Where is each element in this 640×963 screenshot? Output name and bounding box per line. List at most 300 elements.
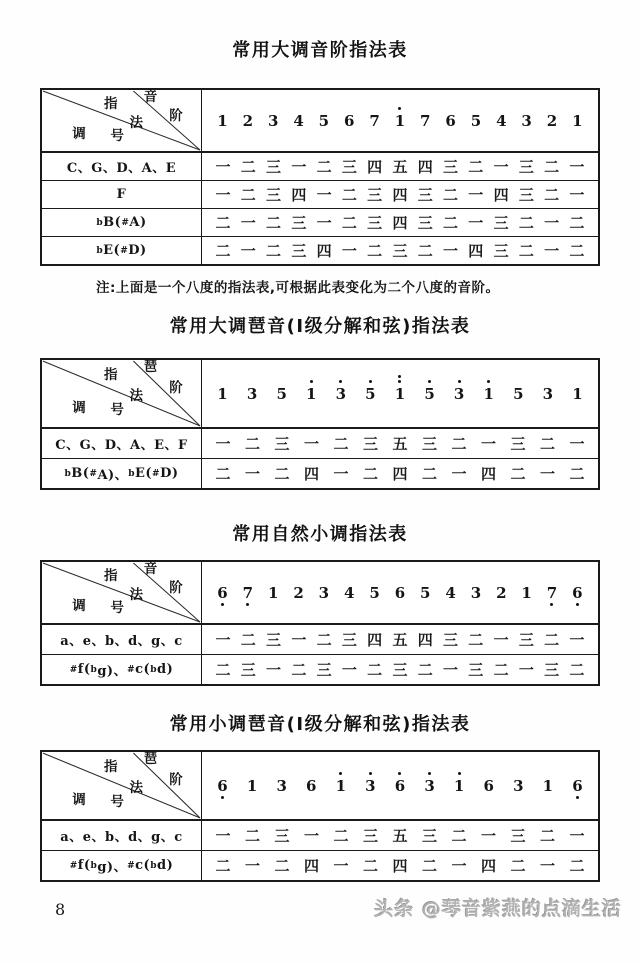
finger-numeral: 四: [316, 242, 332, 260]
finger-numeral: 二: [240, 158, 256, 176]
corner-cell: [42, 90, 202, 151]
finger-numeral: 三: [518, 158, 534, 176]
octave-dot: [398, 380, 401, 383]
scale-degree: 5: [420, 583, 431, 602]
finger-numeral: 三: [421, 435, 437, 453]
key-text: d): [157, 858, 174, 873]
finger-numeral: 三: [266, 631, 282, 649]
scale-degree-row: [202, 90, 598, 151]
table-row: [42, 850, 598, 880]
finger-numeral: 三: [417, 186, 433, 204]
finger-numeral: 一: [215, 827, 231, 845]
finger-numeral: 一: [316, 186, 332, 204]
finger-numeral: 一: [493, 158, 509, 176]
corner-label-top: 音: [143, 89, 158, 106]
scale-degree-row: [202, 562, 598, 623]
scale-degree: 6: [570, 777, 585, 795]
scale-degree: 4: [293, 111, 304, 130]
finger-numeral: 三: [392, 242, 408, 260]
corner-label-bottom: 调: [72, 597, 86, 614]
key-signature-label: b B( # A)、 b E( # D): [42, 459, 202, 488]
octave-dot: [458, 380, 461, 383]
scale-degree: 3: [363, 777, 378, 795]
table-title-major-arpeggio: 常用大调琶音(Ⅰ级分解和弦)指法表: [169, 316, 471, 337]
watermark: 头条 @琴音紫燕的点滴生活: [374, 898, 622, 920]
table-row: [42, 654, 598, 684]
finger-numeral: 二: [451, 827, 467, 845]
finger-numeral: 一: [518, 661, 534, 679]
fingering-row: [202, 821, 598, 850]
key-signature-label: [42, 821, 202, 850]
finger-numeral: 一: [539, 465, 555, 483]
fingering-row: [202, 209, 598, 236]
finger-numeral: 二: [316, 158, 332, 176]
finger-numeral: 二: [362, 857, 378, 875]
scale-degree: 3: [470, 583, 482, 602]
finger-numeral: 三: [367, 186, 383, 204]
corner-label-bottom: 调: [72, 125, 86, 142]
corner-label-mid: 指: [104, 95, 118, 112]
octave-dot: [576, 603, 579, 606]
scale-degree: 1: [267, 583, 279, 602]
finger-numeral: 三: [274, 827, 290, 845]
finger-numeral: 二: [316, 631, 332, 649]
finger-numeral: 一: [493, 631, 509, 649]
finger-numeral: 一: [569, 158, 585, 176]
key-text: a、e、b、d、g、c: [60, 634, 183, 649]
corner-label-mid: 指: [104, 567, 118, 584]
scale-degree: 1: [572, 111, 583, 130]
finger-numeral: 三: [367, 214, 383, 232]
scale-degree: 6: [215, 584, 230, 602]
table-header-row: [42, 562, 598, 624]
finger-numeral: 三: [518, 631, 534, 649]
finger-numeral: 一: [341, 661, 357, 679]
key-signature-label: [42, 153, 202, 180]
finger-numeral: 三: [362, 435, 378, 453]
octave-dot: [398, 107, 401, 110]
finger-numeral: 一: [468, 186, 484, 204]
note-text: 注:上面是一个八度的指法表,可根据此表变化为二个八度的音阶。: [96, 280, 500, 296]
finger-numeral: 一: [291, 158, 307, 176]
finger-numeral: 一: [244, 857, 260, 875]
key-text: D): [128, 243, 147, 258]
key-text: A)、: [97, 468, 129, 483]
finger-numeral: 二: [421, 465, 437, 483]
finger-numeral: 一: [240, 242, 256, 260]
key-text: E(: [103, 243, 121, 258]
scale-degree: 1: [246, 776, 258, 795]
corner-label-bottom: 号: [110, 599, 124, 616]
octave-dot: [487, 380, 490, 383]
finger-numeral: 三: [510, 827, 526, 845]
octave-dot: [339, 772, 342, 775]
finger-numeral: 二: [367, 661, 383, 679]
finger-numeral: 二: [367, 242, 383, 260]
finger-numeral: 一: [215, 435, 231, 453]
table-row: [42, 624, 598, 654]
finger-numeral: 三: [362, 827, 378, 845]
finger-numeral: 二: [215, 857, 231, 875]
finger-numeral: 四: [493, 186, 509, 204]
table-row: [42, 208, 598, 236]
scale-degree: 6: [445, 111, 456, 130]
scale-degree: 7: [240, 584, 255, 602]
scale-degree: 4: [445, 583, 456, 602]
finger-numeral: 二: [539, 435, 555, 453]
table-row: [42, 180, 598, 208]
corner-label-mid: 指: [104, 758, 118, 775]
finger-numeral: 二: [544, 158, 560, 176]
octave-dot: [221, 603, 224, 606]
finger-numeral: 四: [392, 214, 408, 232]
finger-numeral: 二: [569, 214, 585, 232]
finger-numeral: 五: [392, 827, 408, 845]
key-text: A): [129, 215, 147, 230]
scale-degree: 1: [333, 777, 348, 795]
finger-numeral: 四: [417, 631, 433, 649]
finger-numeral: 二: [215, 214, 231, 232]
key-signature-label: [42, 429, 202, 458]
scale-degree: 3: [521, 111, 532, 130]
fingering-row: [202, 851, 598, 880]
finger-numeral: 四: [303, 857, 319, 875]
finger-numeral: 二: [443, 186, 459, 204]
major-arpeggio-fingering-table: [40, 358, 600, 490]
scale-degree: 6: [392, 777, 407, 795]
scale-degree: 3: [246, 384, 258, 403]
table-header-row: [42, 360, 598, 428]
finger-numeral: 三: [291, 242, 307, 260]
octave-dot: [428, 772, 431, 775]
finger-numeral: 二: [544, 186, 560, 204]
finger-numeral: 一: [303, 827, 319, 845]
scale-degree: 4: [496, 111, 507, 130]
finger-numeral: 三: [493, 214, 509, 232]
finger-numeral: 二: [451, 435, 467, 453]
finger-numeral: 一: [303, 435, 319, 453]
scale-degree: 6: [483, 776, 494, 795]
finger-numeral: 四: [303, 465, 319, 483]
fingering-row: [202, 655, 598, 684]
fingering-row: [202, 153, 598, 180]
finger-numeral: 一: [544, 214, 560, 232]
finger-numeral: 三: [417, 214, 433, 232]
corner-cell: [42, 752, 202, 819]
corner-label-top: 阶: [169, 380, 183, 397]
table-header-row: [42, 752, 598, 820]
scale-degree: 3: [542, 384, 554, 403]
finger-numeral: 一: [569, 827, 585, 845]
finger-numeral: 二: [341, 186, 357, 204]
finger-numeral: 三: [544, 661, 560, 679]
key-text: f(: [77, 858, 91, 873]
finger-numeral: 三: [274, 435, 290, 453]
finger-numeral: 一: [569, 631, 585, 649]
scale-degree: 6: [570, 584, 585, 602]
finger-numeral: 一: [333, 465, 349, 483]
octave-dot: [458, 772, 461, 775]
finger-numeral: 二: [266, 242, 282, 260]
scale-degree: 3: [318, 583, 330, 602]
corner-label-bottom: 调: [72, 399, 86, 416]
finger-numeral: 二: [215, 661, 231, 679]
finger-numeral: 一: [443, 242, 459, 260]
scale-degree: 6: [344, 111, 355, 130]
finger-numeral: 三: [392, 661, 408, 679]
finger-numeral: 一: [244, 465, 260, 483]
finger-numeral: 二: [569, 661, 585, 679]
fingering-row: [202, 625, 598, 654]
scale-degree: 3: [333, 385, 348, 403]
finger-numeral: 二: [468, 631, 484, 649]
fingering-row: [202, 459, 598, 488]
octave-dot: [246, 603, 249, 606]
corner-label-bottom: 号: [110, 793, 124, 810]
scale-degree-row: [202, 752, 598, 819]
scale-degree: 1: [481, 385, 496, 403]
finger-numeral: 三: [316, 661, 332, 679]
key-text: B(: [71, 466, 90, 481]
fingering-row: [202, 237, 598, 264]
scale-degree: 1: [542, 776, 554, 795]
scale-degree: 1: [217, 111, 228, 130]
corner-label-mid: 指: [104, 366, 118, 383]
finger-numeral: 三: [240, 661, 256, 679]
octave-dot: [550, 603, 553, 606]
finger-numeral: 四: [480, 465, 496, 483]
finger-numeral: 二: [240, 631, 256, 649]
key-text: g)、: [97, 664, 128, 679]
table-title-natural-minor: 常用自然小调指法表: [232, 524, 408, 545]
scale-degree: 3: [422, 777, 437, 795]
natural-minor-fingering-table: [40, 560, 600, 686]
finger-numeral: 二: [539, 827, 555, 845]
finger-numeral: 一: [544, 242, 560, 260]
finger-numeral: 一: [316, 214, 332, 232]
scale-degree: 2: [242, 111, 254, 130]
finger-numeral: 三: [291, 214, 307, 232]
key-signature-label: # f( b g)、 # c( b d): [42, 655, 202, 684]
finger-numeral: 一: [569, 435, 585, 453]
scale-degree: 1: [304, 385, 319, 403]
finger-numeral: 四: [480, 857, 496, 875]
key-signature-label: b B( # A): [42, 209, 202, 236]
corner-label-mid: 法: [129, 388, 143, 405]
finger-numeral: 二: [333, 435, 349, 453]
finger-numeral: 二: [569, 465, 585, 483]
finger-numeral: 一: [451, 465, 467, 483]
finger-numeral: 二: [244, 435, 260, 453]
finger-numeral: 四: [392, 186, 408, 204]
finger-numeral: 二: [518, 214, 534, 232]
finger-numeral: 一: [291, 631, 307, 649]
scale-degree: 7: [544, 584, 559, 602]
finger-numeral: 四: [392, 465, 408, 483]
finger-numeral: 一: [215, 631, 231, 649]
scale-degree-row: [202, 360, 598, 427]
corner-label-top: 琶: [143, 751, 158, 768]
finger-numeral: 三: [341, 631, 357, 649]
finger-numeral: 五: [392, 158, 408, 176]
finger-numeral: 二: [215, 465, 231, 483]
finger-numeral: 二: [417, 242, 433, 260]
corner-label-bottom: 号: [110, 401, 124, 418]
fingering-row: [202, 429, 598, 458]
finger-numeral: 二: [443, 214, 459, 232]
scale-degree: 1: [521, 583, 532, 602]
key-signature-label: [42, 625, 202, 654]
finger-numeral: 一: [480, 435, 496, 453]
octave-dot: [398, 772, 401, 775]
scale-degree: 3: [513, 776, 524, 795]
corner-label-bottom: 调: [72, 791, 86, 808]
finger-numeral: 四: [392, 857, 408, 875]
scale-degree: 5: [318, 111, 330, 130]
key-text: B(: [103, 215, 122, 230]
table-row: [42, 458, 598, 488]
corner-label-mid: 法: [129, 587, 143, 604]
finger-numeral: 一: [443, 661, 459, 679]
finger-numeral: 三: [421, 827, 437, 845]
corner-label-mid: 法: [129, 780, 143, 797]
corner-label-top: 阶: [169, 772, 183, 789]
key-text: F: [116, 187, 127, 202]
table-row: [42, 428, 598, 458]
scale-degree: 3: [452, 385, 467, 403]
finger-numeral: 三: [341, 158, 357, 176]
finger-numeral: 三: [443, 631, 459, 649]
finger-numeral: 二: [569, 857, 585, 875]
key-text: c(: [135, 858, 151, 873]
corner-label-top: 阶: [169, 580, 183, 597]
key-text: g)、: [97, 860, 128, 875]
octave-dot: [310, 380, 313, 383]
scale-degree: 7: [369, 111, 380, 130]
key-text: E(: [134, 466, 153, 481]
corner-label-top: 音: [143, 561, 158, 578]
table-row: [42, 236, 598, 264]
page-number: 8: [55, 900, 66, 919]
finger-numeral: 二: [362, 465, 378, 483]
table-header-row: [42, 90, 598, 152]
finger-numeral: 一: [333, 857, 349, 875]
scale-degree: 1: [392, 112, 407, 130]
corner-cell: [42, 360, 202, 427]
finger-numeral: 二: [274, 857, 290, 875]
key-signature-label: # f( b g)、 # c( b d): [42, 851, 202, 880]
scale-degree: 5: [363, 385, 378, 403]
finger-numeral: 二: [510, 857, 526, 875]
finger-numeral: 二: [240, 186, 256, 204]
finger-numeral: 三: [510, 435, 526, 453]
finger-numeral: 二: [468, 158, 484, 176]
scale-degree: 7: [420, 111, 431, 130]
scale-degree: 2: [496, 583, 507, 602]
finger-numeral: 一: [266, 661, 282, 679]
finger-numeral: 五: [392, 435, 408, 453]
finger-numeral: 一: [569, 186, 585, 204]
scale-degree: 2: [546, 111, 558, 130]
finger-numeral: 二: [215, 242, 231, 260]
scale-degree: 1: [392, 385, 407, 403]
key-text: C、G、D、A、E、F: [55, 438, 188, 453]
corner-label-top: 阶: [169, 108, 183, 125]
octave-dot: [398, 375, 401, 378]
finger-numeral: 二: [569, 242, 585, 260]
scale-degree: 6: [394, 583, 406, 602]
table-title-minor-arpeggio: 常用小调琶音(Ⅰ级分解和弦)指法表: [169, 714, 471, 735]
octave-dot: [369, 772, 372, 775]
octave-dot: [369, 380, 372, 383]
finger-numeral: 二: [518, 242, 534, 260]
table-title-major-scale: 常用大调音阶指法表: [232, 40, 408, 61]
fingering-row: [202, 181, 598, 208]
key-text: D): [160, 466, 179, 481]
finger-numeral: 二: [274, 465, 290, 483]
finger-numeral: 三: [266, 158, 282, 176]
scale-degree: 5: [276, 384, 287, 403]
finger-numeral: 四: [417, 158, 433, 176]
finger-numeral: 二: [341, 214, 357, 232]
table-row: [42, 152, 598, 180]
finger-numeral: 一: [341, 242, 357, 260]
finger-numeral: 五: [392, 631, 408, 649]
octave-dot: [339, 380, 342, 383]
page-footer: [55, 894, 622, 921]
finger-numeral: 三: [266, 186, 282, 204]
finger-numeral: 四: [468, 242, 484, 260]
finger-numeral: 二: [510, 465, 526, 483]
finger-numeral: 二: [421, 857, 437, 875]
key-signature-label: [42, 181, 202, 208]
finger-numeral: 三: [518, 186, 534, 204]
scale-degree: 5: [513, 384, 524, 403]
octave-dot: [221, 796, 224, 799]
scale-degree: 5: [369, 583, 380, 602]
minor-arpeggio-fingering-table: [40, 750, 600, 882]
corner-label-top: 琶: [143, 359, 158, 376]
key-text: a、e、b、d、g、c: [60, 830, 183, 845]
finger-numeral: 二: [544, 631, 560, 649]
key-text: d): [157, 662, 174, 677]
scale-degree: 1: [572, 384, 583, 403]
finger-numeral: 一: [215, 186, 231, 204]
finger-numeral: 二: [493, 661, 509, 679]
scale-degree: 5: [470, 111, 482, 130]
key-text: C、G、D、A、E: [66, 161, 177, 176]
finger-numeral: 一: [468, 214, 484, 232]
finger-numeral: 二: [333, 827, 349, 845]
octave-dot: [428, 380, 431, 383]
finger-numeral: 四: [367, 631, 383, 649]
scale-degree: 6: [306, 776, 317, 795]
finger-numeral: 一: [240, 214, 256, 232]
finger-numeral: 一: [480, 827, 496, 845]
finger-numeral: 一: [215, 158, 231, 176]
scale-degree: 4: [344, 583, 355, 602]
key-text: f(: [77, 662, 91, 677]
finger-numeral: 二: [291, 661, 307, 679]
scale-degree: 3: [276, 776, 287, 795]
scale-degree: 1: [217, 384, 228, 403]
key-signature-label: b E( # D): [42, 237, 202, 264]
scale-degree: 6: [215, 777, 230, 795]
finger-numeral: 一: [539, 857, 555, 875]
corner-label-bottom: 号: [110, 127, 124, 144]
scale-degree: 2: [293, 583, 304, 602]
finger-numeral: 二: [266, 214, 282, 232]
